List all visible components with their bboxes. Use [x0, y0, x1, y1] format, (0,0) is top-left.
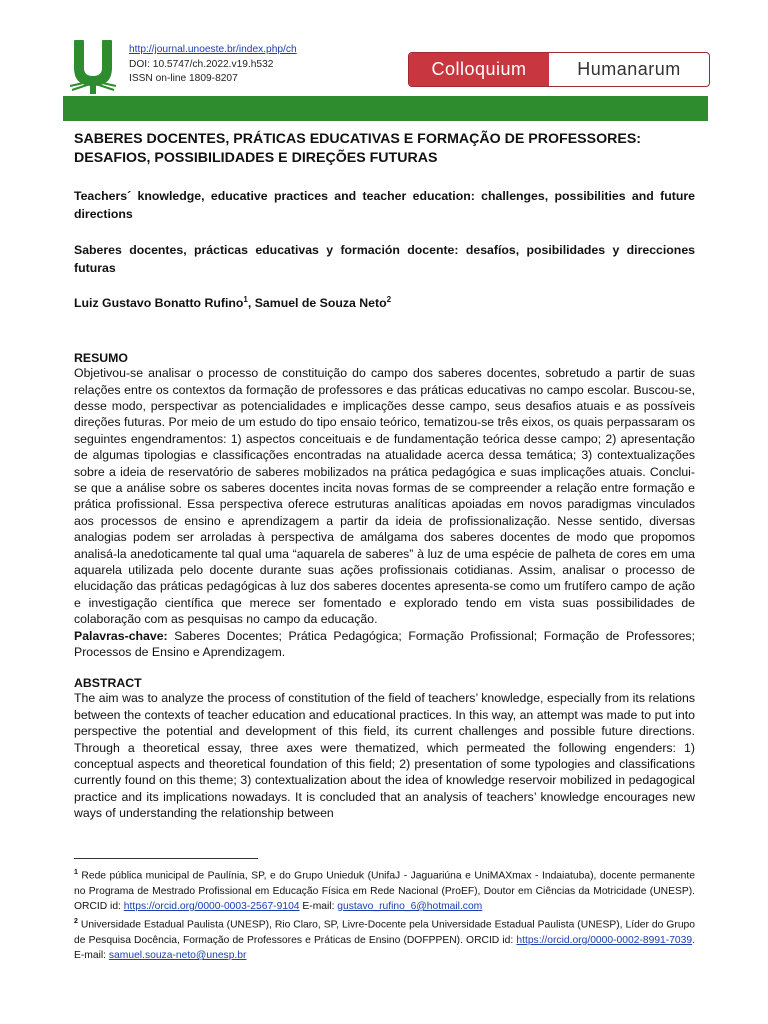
author-2-footnote-mark: 2 — [386, 295, 392, 304]
author-separator: , — [247, 296, 255, 311]
footnote-2 — [74, 914, 695, 963]
footnote-1-email-label: E-mail: — [299, 900, 338, 912]
footnote-2-orcid-link[interactable]: https://orcid.org/0000-0002-8991-7039 — [516, 934, 693, 946]
footnote-1-text: Rede pública municipal de Paulínia, SP, e do Grupo Unieduk (UnifaJ - Jaguariúna e UniMAXmax - Indaiatuba), docente permanente no Programa de Mestrado Profissional em Educação Física em Rede Nacional (ProEF), Doutor em Ciências da Motricidade (UNESP). ORCID id: — [74, 870, 695, 912]
keywords-label: Palavras-chave: — [74, 628, 168, 643]
footnote-1 — [74, 865, 695, 914]
footnote-1-email-link[interactable]: gustavo_rufino_6@hotmail.com — [337, 900, 483, 912]
footnote-2-email-link[interactable]: samuel.souza-neto@unesp.br — [108, 949, 247, 961]
page-header — [0, 0, 768, 124]
footnote-2-text: Universidade Estadual Paulista (UNESP), Rio Claro, SP, Livre-Docente pela Universidade Estadual Paulista (UNESP), Líder do Grupo de Pesquisa Docência, Formação de Professores e Práticas de Ensino (DOFPPEN). ORCID id: — [74, 919, 695, 946]
unoeste-logo-icon — [66, 38, 122, 94]
brand-left-label: Colloquium — [409, 53, 549, 86]
article-title-en: Teachers´ knowledge, educative practices and teacher education: challenges, possibilities and future directions — [74, 189, 695, 221]
footnote-2-mark: 2 — [74, 918, 78, 926]
article-title-pt: SABERES DOCENTES, PRÁTICAS EDUCATIVAS E FORMAÇÃO DE PROFESSORES: DESAFIOS, POSSIBILIDADES E DIREÇÕES FUTURAS — [74, 131, 642, 166]
footnote-1-orcid-link[interactable]: https://orcid.org/0000-0003-2567-9104 — [123, 900, 300, 912]
journal-meta — [129, 43, 297, 87]
issn-text: ISSN on-line 1809-8207 — [129, 73, 238, 84]
doi-text: DOI: 10.5747/ch.2022.v19.h532 — [129, 58, 274, 70]
author-1: Luiz Gustavo Bonatto Rufino — [74, 296, 244, 311]
footnotes — [74, 858, 695, 963]
abstract-text: The aim was to analyze the process of constitution of the field of teachers’ knowledge, especially from its relations between the contexts of teacher education and educational practices. In this way, an attempt was made to put into perspective the potential and development of this field, its current challenges and possible future directions. Through a theoretical essay, three axes were thematized, which permeated the following engenders: 1) conceptual aspects and theoretical foundation of this field; 2) presentation of some typologies and classifications currently found on this theme; 3) contextualization about the idea of knowledge reservoir mobilized in pedagogical practice and its implications nowadays. It is concluded that an analysis of teachers’ knowledge encourages new ways of understanding the relationship between — [74, 691, 695, 821]
header-green-bar — [63, 96, 708, 121]
colloquium-humanarum-logo — [408, 52, 710, 87]
author-2: Samuel de Souza Neto — [254, 296, 387, 311]
keywords-text: Saberes Docentes; Prática Pedagógica; Formação Profissional; Formação de Professores; Processos de Ensino e Aprendizagem. — [74, 628, 695, 659]
article-title-es: Saberes docentes, prácticas educativas y formación docente: desafíos, posibilidades y direcciones futuras — [74, 243, 695, 275]
keywords-paragraph — [74, 628, 695, 661]
brand-right-label: Humanarum — [577, 59, 681, 79]
author-line — [74, 295, 695, 310]
article-body — [74, 130, 695, 822]
resumo-text: Objetivou-se analisar o processo de constituição do campo dos saberes docentes, sobretudo a partir de suas relações entre os contextos da formação de professores e das práticas educativas no campo escolar. Buscou-se, desse modo, perspectivar as potencialidades e implicações desse campo, seus desafios atuais e as possíveis direções futuras. Por meio de um estudo do tipo ensaio teórico, tematizou-se três eixos, os quais perpassaram os seguintes engendramentos: 1) aspectos conceituais e de fundamentação teórica desse campo; 2) apresentação de algumas tipologias e classificações encontradas na atualidade acerca dessa temática; 3) contextualizações sobre a ideia de reservatório de saberes mobilizados na prática pedagógica e suas implicações atuais. Conclui-se que a análise sobre os saberes docentes incita novas formas de se compreender a relação entre formação e prática profissional. Essa perspectiva oferece estruturas analíticas apoiadas em novos paradigmas vinculados aos processos de ensino e aprendizagem a partir da ideia de profissionalização. Nesse sentido, diversas analogias podem ser arroladas à perspectiva de amálgama dos saberes docentes de modo que propomos analisá-la anedoticamente tal qual uma “aquarela de saberes” à luz de uma espécie de palheta de cores em uma aquarela utilizada pelo docente durante suas ações profissionais cotidianas. Assim, analisar o processo de elucidação das práticas pedagógicas à luz dos saberes docentes apresenta-se como um frutífero campo de ação e investigação científica que merece ser fomentado e explorado tendo em vista suas possibilidades de colaboração com as pesquisas no campo da educação. — [74, 366, 695, 627]
resumo-heading: RESUMO — [74, 351, 128, 366]
footnote-rule — [74, 858, 258, 859]
footnote-1-mark: 1 — [74, 869, 78, 876]
author-1-footnote-mark: 1 — [243, 295, 248, 304]
footnote-2-email-label: . E-mail: — [74, 934, 695, 961]
abstract-heading: ABSTRACT — [74, 676, 142, 691]
journal-url-link[interactable]: http://journal.unoeste.br/index.php/ch — [129, 44, 297, 55]
